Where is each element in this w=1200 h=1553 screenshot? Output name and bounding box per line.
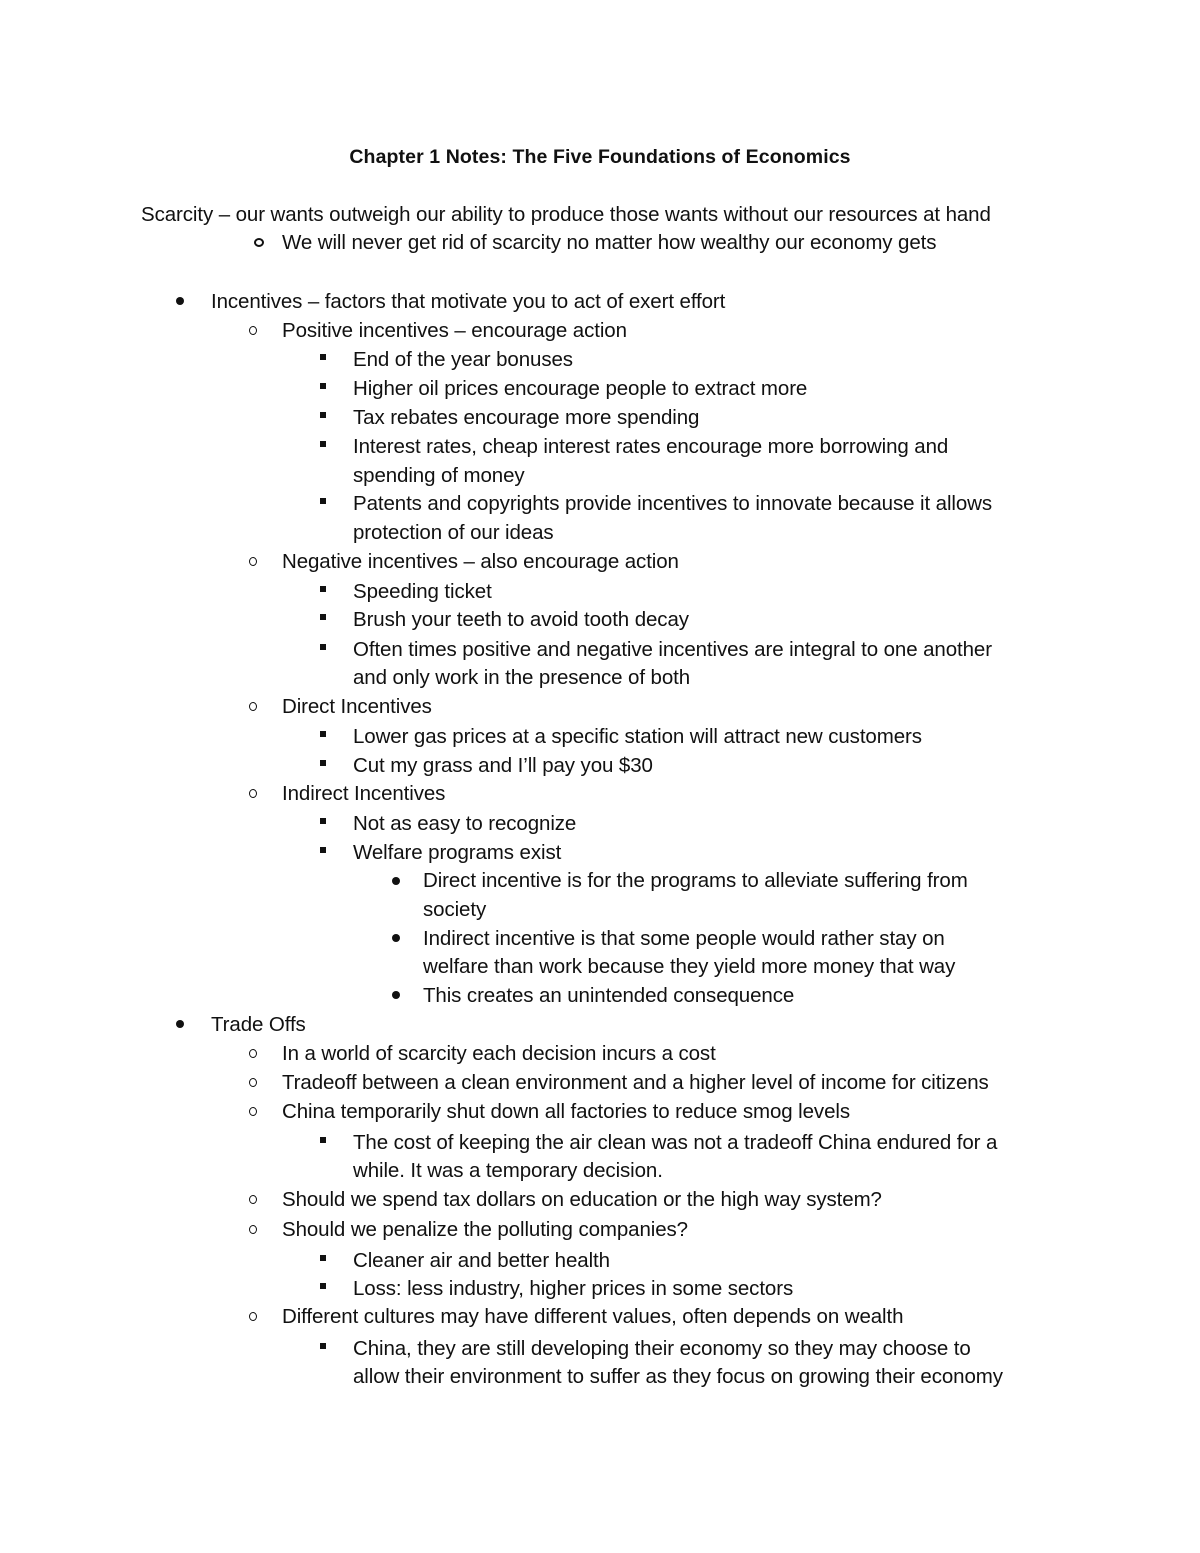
square-bullet-icon (320, 412, 326, 418)
hollow-bullet-icon (249, 1107, 257, 1116)
square-bullet-icon (320, 354, 326, 360)
list-item: Patents and copyrights provide incentives to innovate because it allows (353, 492, 993, 515)
square-bullet-icon (320, 614, 326, 620)
list-item: Cleaner air and better health (353, 1249, 610, 1272)
list-item: Tax rebates encourage more spending (353, 406, 700, 429)
hollow-bullet-icon (249, 1312, 257, 1321)
square-bullet-icon (320, 847, 326, 853)
list-item: Not as easy to recognize (353, 812, 577, 835)
list-item: This creates an unintended consequence (423, 984, 795, 1007)
hollow-bullet-icon (249, 789, 257, 798)
square-bullet-icon (320, 498, 326, 504)
square-bullet-icon (320, 1343, 326, 1349)
list-item: Loss: less industry, higher prices in some sectors (353, 1277, 794, 1300)
list-item: Higher oil prices encourage people to extract more (353, 377, 808, 400)
indirect-incentives: Indirect Incentives (282, 782, 446, 805)
square-bullet-icon (320, 383, 326, 389)
list-item: China, they are still developing their economy so they may choose to (353, 1337, 971, 1360)
bullet-icon (176, 297, 184, 305)
list-item: Speeding ticket (353, 580, 492, 603)
negative-incentives: Negative incentives – also encourage action (282, 550, 679, 573)
square-bullet-icon (320, 818, 326, 824)
scarcity-definition: Scarcity – our wants outweigh our ability to produce those wants without our resources at hand (141, 203, 991, 226)
list-item: Direct incentive is for the programs to alleviate suffering from (423, 869, 968, 892)
list-item: Should we spend tax dollars on education or the high way system? (282, 1188, 882, 1211)
hollow-bullet-icon (249, 1225, 257, 1234)
list-item: Lower gas prices at a specific station will attract new customers (353, 725, 922, 748)
square-bullet-icon (320, 1283, 326, 1289)
incentives-heading: Incentives – factors that motivate you to act of exert effort (211, 290, 726, 313)
list-item-continued: protection of our ideas (353, 521, 554, 544)
square-bullet-icon (320, 586, 326, 592)
square-bullet-icon (320, 1137, 326, 1143)
list-item: Interest rates, cheap interest rates encourage more borrowing and (353, 435, 949, 458)
hollow-bullet-icon (249, 326, 257, 335)
bullet-icon (176, 1020, 184, 1028)
square-bullet-icon (320, 731, 326, 737)
list-item: Tradeoff between a clean environment and a higher level of income for citizens (282, 1071, 989, 1094)
list-item: Often times positive and negative incentives are integral to one another (353, 638, 992, 661)
hollow-bullet-icon (249, 1195, 257, 1204)
hollow-bullet-icon (254, 238, 264, 247)
page-title: Chapter 1 Notes: The Five Foundations of Economics (349, 146, 851, 168)
list-item-continued: while. It was a temporary decision. (353, 1159, 663, 1182)
list-item: China temporarily shut down all factories to reduce smog levels (282, 1100, 850, 1123)
list-item: Welfare programs exist (353, 841, 562, 864)
bullet-icon (392, 877, 400, 885)
square-bullet-icon (320, 760, 326, 766)
list-item: Should we penalize the polluting companies? (282, 1218, 688, 1241)
list-item: The cost of keeping the air clean was not a tradeoff China endured for a (353, 1131, 998, 1154)
scarcity-note: We will never get rid of scarcity no matter how wealthy our economy gets (282, 231, 937, 254)
hollow-bullet-icon (249, 702, 257, 711)
list-item: In a world of scarcity each decision incurs a cost (282, 1042, 716, 1065)
square-bullet-icon (320, 1255, 326, 1261)
hollow-bullet-icon (249, 557, 257, 566)
bullet-icon (392, 934, 400, 942)
bullet-icon (392, 991, 400, 999)
tradeoffs-heading: Trade Offs (211, 1013, 306, 1036)
list-item: Different cultures may have different values, often depends on wealth (282, 1305, 904, 1328)
list-item-continued: allow their environment to suffer as they focus on growing their economy (353, 1365, 1003, 1388)
list-item-continued: spending of money (353, 464, 525, 487)
list-item: Cut my grass and I’ll pay you $30 (353, 754, 653, 777)
list-item: Brush your teeth to avoid tooth decay (353, 608, 689, 631)
square-bullet-icon (320, 441, 326, 447)
direct-incentives: Direct Incentives (282, 695, 432, 718)
square-bullet-icon (320, 644, 326, 650)
positive-incentives: Positive incentives – encourage action (282, 319, 627, 342)
list-item: Indirect incentive is that some people would rather stay on (423, 927, 945, 950)
list-item-continued: welfare than work because they yield more money that way (423, 955, 956, 978)
list-item: End of the year bonuses (353, 348, 573, 371)
hollow-bullet-icon (249, 1078, 257, 1087)
list-item-continued: society (423, 898, 487, 921)
list-item-continued: and only work in the presence of both (353, 666, 691, 689)
hollow-bullet-icon (249, 1049, 257, 1058)
